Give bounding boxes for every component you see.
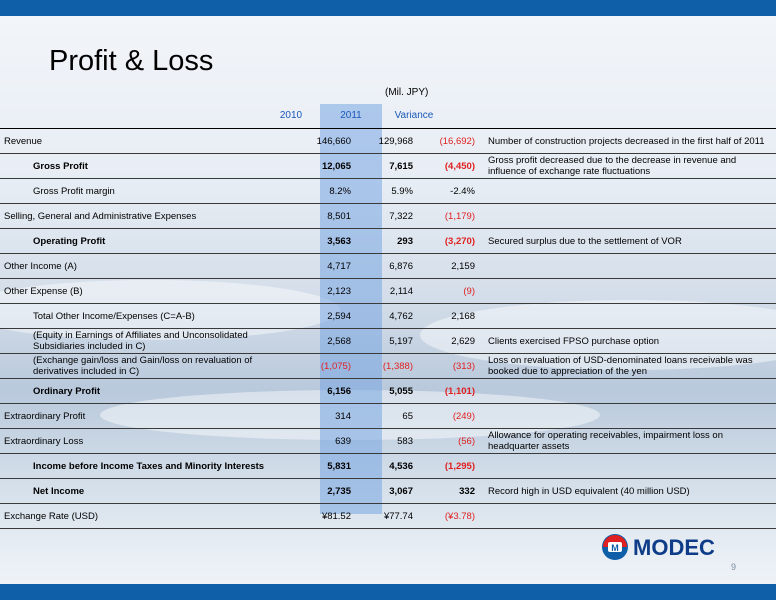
row-note	[479, 379, 776, 404]
table-row	[0, 354, 776, 379]
value-2010: 2,594	[293, 304, 355, 329]
value-variance: 332	[417, 479, 479, 504]
table-row	[0, 154, 776, 179]
row-label: Net Income	[0, 479, 293, 504]
table-row	[0, 179, 776, 204]
value-2011: 4,762	[355, 304, 417, 329]
row-label: Extraordinary Loss	[0, 429, 293, 454]
value-variance: 2,629	[417, 329, 479, 354]
value-2010: 3,563	[293, 229, 355, 254]
table-row	[0, 479, 776, 504]
row-note	[479, 204, 776, 229]
table-row	[0, 404, 776, 429]
table-row	[0, 379, 776, 404]
row-label: Exchange Rate (USD)	[0, 504, 293, 529]
value-2011: 7,322	[355, 204, 417, 229]
row-label: Total Other Income/Expenses (C=A-B)	[0, 304, 293, 329]
value-variance: (1,101)	[417, 379, 479, 404]
row-note	[479, 504, 776, 529]
row-label: Ordinary Profit	[0, 379, 293, 404]
row-label: Other Income (A)	[0, 254, 293, 279]
table-row	[0, 229, 776, 254]
top-bar	[0, 0, 776, 16]
svg-text:MODEC: MODEC	[633, 535, 715, 560]
svg-text:M: M	[611, 543, 619, 553]
row-note	[479, 254, 776, 279]
value-variance: (1,295)	[417, 454, 479, 479]
row-label: Income before Income Taxes and Minority Interests	[0, 454, 293, 479]
value-2011: 2,114	[355, 279, 417, 304]
row-label: (Equity in Earnings of Affiliates and Unconsolidated Subsidiaries included in C)	[0, 329, 293, 354]
value-2011: 129,968	[355, 129, 417, 154]
table-row	[0, 254, 776, 279]
row-label: (Exchange gain/loss and Gain/loss on revaluation of derivatives included in C)	[0, 354, 293, 379]
table-row	[0, 129, 776, 154]
column-header-2010: 2010	[279, 110, 303, 121]
value-variance: (249)	[417, 404, 479, 429]
value-variance: 2,159	[417, 254, 479, 279]
profit-loss-table	[0, 128, 776, 529]
value-2011: 583	[355, 429, 417, 454]
row-note	[479, 304, 776, 329]
value-2010: 8,501	[293, 204, 355, 229]
value-2011: 5.9%	[355, 179, 417, 204]
value-variance: (¥3.78)	[417, 504, 479, 529]
table-row	[0, 329, 776, 354]
value-2010: (1,075)	[293, 354, 355, 379]
value-2010: 2,123	[293, 279, 355, 304]
page-number: 9	[730, 562, 736, 572]
value-2010: 639	[293, 429, 355, 454]
value-2011: ¥77.74	[355, 504, 417, 529]
value-variance: (3,270)	[417, 229, 479, 254]
value-variance: -2.4%	[417, 179, 479, 204]
value-2010: 6,156	[293, 379, 355, 404]
value-variance: (4,450)	[417, 154, 479, 179]
value-2010: 146,660	[293, 129, 355, 154]
row-note: Loss on revaluation of USD-denominated loans receivable was booked due to appreciation of the yen	[479, 354, 776, 379]
column-header-variance: Variance	[394, 110, 434, 121]
unit-label: (Mil. JPY)	[385, 87, 429, 98]
page-title: Profit & Loss	[49, 45, 214, 77]
value-2010: 2,568	[293, 329, 355, 354]
value-variance: (313)	[417, 354, 479, 379]
table-row	[0, 304, 776, 329]
row-label: Gross Profit	[0, 154, 293, 179]
modec-logo	[600, 532, 740, 562]
row-note: Secured surplus due to the settlement of VOR	[479, 229, 776, 254]
value-2011: 5,197	[355, 329, 417, 354]
value-2011: 3,067	[355, 479, 417, 504]
value-2010: 8.2%	[293, 179, 355, 204]
value-2011: 6,876	[355, 254, 417, 279]
row-label: Revenue	[0, 129, 293, 154]
value-variance: (56)	[417, 429, 479, 454]
value-variance: 2,168	[417, 304, 479, 329]
value-variance: (1,179)	[417, 204, 479, 229]
table-row	[0, 204, 776, 229]
table-row	[0, 429, 776, 454]
row-note	[479, 179, 776, 204]
value-2011: (1,388)	[355, 354, 417, 379]
row-label: Other Expense (B)	[0, 279, 293, 304]
column-header-2011: 2011	[340, 110, 362, 121]
value-variance: (9)	[417, 279, 479, 304]
table-row	[0, 279, 776, 304]
value-2010: 4,717	[293, 254, 355, 279]
bottom-bar	[0, 584, 776, 600]
value-2011: 5,055	[355, 379, 417, 404]
row-label: Selling, General and Administrative Expenses	[0, 204, 293, 229]
value-2011: 293	[355, 229, 417, 254]
row-note	[479, 279, 776, 304]
table-row	[0, 454, 776, 479]
row-label: Extraordinary Profit	[0, 404, 293, 429]
table-row	[0, 504, 776, 529]
row-note: Record high in USD equivalent (40 million USD)	[479, 479, 776, 504]
row-note: Allowance for operating receivables, impairment loss on headquarter assets	[479, 429, 776, 454]
value-2011: 65	[355, 404, 417, 429]
value-variance: (16,692)	[417, 129, 479, 154]
row-note	[479, 404, 776, 429]
row-note: Gross profit decreased due to the decrease in revenue and influence of exchange rate fluctuations	[479, 154, 776, 179]
row-label: Gross Profit margin	[0, 179, 293, 204]
value-2010: 5,831	[293, 454, 355, 479]
row-note	[479, 454, 776, 479]
value-2010: 314	[293, 404, 355, 429]
value-2011: 4,536	[355, 454, 417, 479]
row-label: Operating Profit	[0, 229, 293, 254]
value-2010: 2,735	[293, 479, 355, 504]
row-note: Clients exercised FPSO purchase option	[479, 329, 776, 354]
value-2010: 12,065	[293, 154, 355, 179]
value-2011: 7,615	[355, 154, 417, 179]
value-2010: ¥81.52	[293, 504, 355, 529]
row-note: Number of construction projects decreased in the first half of 2011	[479, 129, 776, 154]
